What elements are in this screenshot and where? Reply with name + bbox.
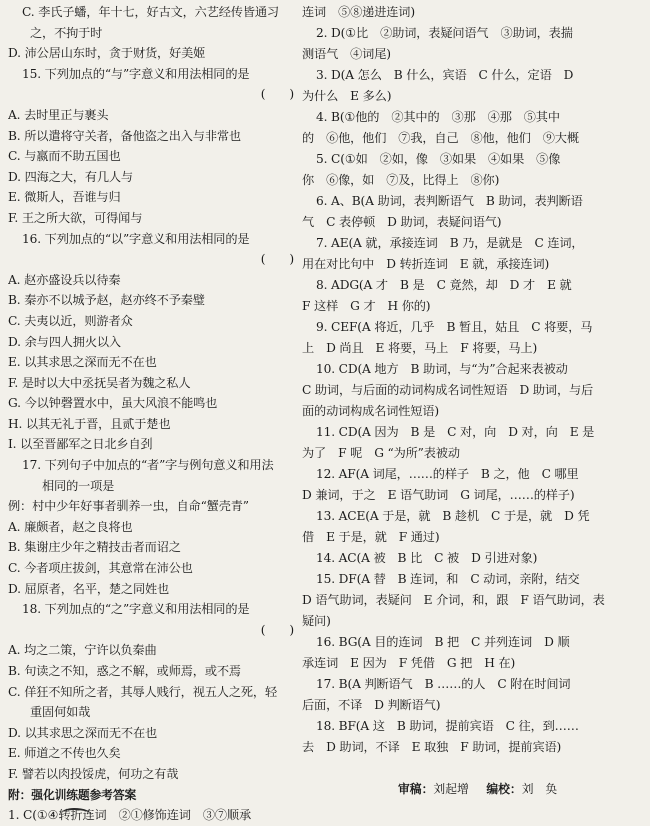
line-text: 9. CEF(A 将近，几乎 B 暂且，姑且 C 将要，马	[316, 320, 593, 334]
right-column-line	[302, 44, 646, 65]
line-text: D. 以其求思之深而无不在也	[8, 725, 158, 740]
ink-scribble	[62, 808, 92, 820]
line-text: D 语气助词，表疑问 E 介词，和，跟 F 语气助词，表	[302, 593, 605, 607]
left-column-line	[8, 682, 300, 703]
left-column-line	[8, 373, 300, 394]
line-text: B. 秦亦不以城予赵，赵亦终不予秦璧	[8, 293, 205, 308]
line-text: 相同的一项是	[42, 478, 115, 493]
right-column-line	[302, 191, 646, 212]
right-column-line	[302, 128, 646, 149]
line-text: 为了 F 呢 G “为所”表被动	[302, 446, 460, 460]
line-text: 你 ⑥像，如 ⑦及，比得上 ⑧你)	[302, 173, 500, 187]
right-column-line	[302, 359, 646, 380]
line-text: 13. ACE(A 于是，就 B 趁机 C 于是，就 D 凭	[316, 509, 590, 523]
line-text: D. 沛公居山东时，贪于财货，好美姬	[8, 46, 206, 61]
review-name: 刘起增	[433, 782, 469, 796]
line-text: B. 句读之不知，惑之不解，或师焉，或不焉	[8, 664, 241, 678]
line-text: 16. 下列加点的“以”字意义和用法相同的是	[22, 231, 250, 246]
right-column-line	[302, 464, 646, 485]
left-column-line	[8, 2, 300, 23]
right-column-line	[302, 674, 646, 695]
left-column-line	[8, 496, 300, 517]
left-column-line	[8, 43, 300, 64]
right-column-line	[302, 149, 646, 170]
right-column-line	[302, 65, 646, 86]
left-column-line	[8, 434, 300, 455]
right-column-line	[302, 86, 646, 107]
left-column-line	[8, 723, 300, 744]
left-column-line	[8, 23, 300, 44]
left-column-line	[8, 352, 300, 373]
right-column-line	[302, 527, 646, 548]
line-text: 连词 ⑤⑧递进连词)	[302, 5, 415, 19]
right-column-line	[302, 443, 646, 464]
right-column-line	[302, 569, 646, 590]
right-column	[302, 2, 646, 758]
line-text: 7. AE(A 就，承接连词 B 乃，是就是 C 连词，	[316, 236, 584, 250]
answer-bracket: ( )	[260, 622, 294, 637]
left-column-line	[8, 599, 300, 620]
right-column-line	[302, 716, 646, 737]
right-column-line	[302, 212, 646, 233]
line-text: 用在对比句中 D 转折连词 E 就，承接连词)	[302, 257, 550, 271]
left-column-line	[8, 311, 300, 332]
right-column-line	[302, 485, 646, 506]
line-text: 气 C 表停顿 D 助词，表疑问语气)	[302, 215, 502, 229]
line-text: 10. CD(A 地方 B 助词，与“为”合起来表被动	[316, 362, 568, 376]
left-column-line	[8, 640, 300, 661]
line-text: 4. B(①他的 ②其中的 ③那 ④那 ⑤其中	[316, 110, 560, 124]
left-column-line	[8, 64, 300, 85]
line-text: B. 所以遣将守关者，备他盗之出入与非常也	[8, 128, 241, 143]
left-column-line	[8, 229, 300, 250]
line-text: D. 屈原者，名平，楚之同姓也	[8, 581, 170, 596]
left-column-line	[8, 249, 300, 270]
line-text: 面的动词构成名词性短语)	[302, 404, 440, 418]
line-text: C 助词，与后面的动词构成名词性短语 D 助词，与后	[302, 383, 594, 397]
answer-bracket: ( )	[260, 252, 294, 267]
line-text: F. 王之所大欲，可得闻与	[8, 210, 143, 225]
left-column-line	[8, 290, 300, 311]
left-column-line	[8, 743, 300, 764]
left-column-line	[8, 661, 300, 682]
line-text: 14. AC(A 被 B 比 C 被 D 引进对象)	[316, 551, 538, 565]
review-label: 审稿：	[398, 782, 434, 796]
line-text: 为什么 E 多么)	[302, 89, 392, 103]
line-text: E. 微斯人，吾谁与归	[8, 190, 121, 205]
right-column-line	[302, 422, 646, 443]
right-column-line	[302, 317, 646, 338]
line-text: A. 赵亦盛设兵以待秦	[8, 272, 121, 287]
right-column-line	[302, 548, 646, 569]
line-text: 15. DF(A 替 B 连词，和 C 动词，亲附，结交	[316, 572, 580, 586]
right-column-line	[302, 107, 646, 128]
left-column-line	[8, 537, 300, 558]
right-column-line	[302, 275, 646, 296]
answer-key-heading: 附：强化训练题参考答案	[8, 787, 137, 802]
line-text: 之，不拘于时	[30, 25, 103, 40]
line-text: A. 均之二策，宁许以负秦曲	[8, 643, 157, 658]
line-text: F. 譬若以肉投馁虎，何功之有哉	[8, 766, 179, 781]
line-text: 借 E 于是，就 F 通过)	[302, 530, 440, 544]
line-text: C. 今者项庄拔剑，其意常在沛公也	[8, 561, 193, 576]
line-text: 3. D(A 怎么 B 什么，宾语 C 什么，定语 D	[316, 68, 574, 82]
line-text: I. 以至晋鄙军之日北乡自刭	[8, 437, 153, 452]
line-text: 去 D 助词，不译 E 取独 F 助词，提前宾语)	[302, 740, 562, 754]
left-column-line	[8, 620, 300, 641]
line-text: G. 今以钟磬置水中，虽大风浪不能鸣也	[8, 396, 218, 411]
line-text: B. 集谢庄少年之精技击者而诏之	[8, 540, 181, 555]
left-column-line	[8, 764, 300, 785]
line-text: 16. BG(A 目的连词 B 把 C 并列连词 D 顺	[316, 635, 570, 649]
right-column-line	[302, 653, 646, 674]
line-text: C. 李氏子蟠，年十七，好古文，六艺经传皆通习	[22, 5, 279, 19]
line-text: A. 廉颇者，赵之良将也	[8, 519, 133, 534]
right-column-line	[302, 380, 646, 401]
line-text: 17. B(A 判断语气 B ……的人 C 附在时间词	[316, 677, 571, 691]
left-column-line	[8, 558, 300, 579]
left-column-line	[8, 105, 300, 126]
line-text: D. 四海之大，有几人与	[8, 169, 133, 184]
line-text: E. 师道之不传也久矣	[8, 746, 121, 761]
line-text: 例：村中少年好事者驯养一虫，自命“蟹壳青”	[8, 499, 249, 514]
right-column-line	[302, 338, 646, 359]
left-column-line	[8, 84, 300, 105]
left-column-line	[8, 579, 300, 600]
line-text: 6. A、B(A 助词，表判断语气 B 助词，表判断语	[316, 194, 583, 208]
line-text: F 这样 G 才 H 你的)	[302, 299, 431, 313]
left-column-line	[8, 455, 300, 476]
right-column-line	[302, 695, 646, 716]
line-text: 重固何如哉	[30, 705, 91, 720]
line-text: E. 以其求思之深而无不在也	[8, 355, 157, 370]
line-text: 上 D 尚且 E 将要，马上 F 将要，马上)	[302, 341, 538, 355]
left-column	[8, 2, 300, 826]
right-column-line	[302, 401, 646, 422]
line-text: C. 夫夷以近，则游者众	[8, 313, 133, 328]
line-text: 18. BF(A 这 B 助词，提前宾语 C 往，到……	[316, 719, 579, 733]
right-column-line	[302, 590, 646, 611]
left-column-line	[8, 393, 300, 414]
proof-name: 刘 奂	[521, 782, 558, 796]
right-column-line	[302, 506, 646, 527]
right-column-line	[302, 632, 646, 653]
left-column-line	[8, 126, 300, 147]
left-column-line	[8, 332, 300, 353]
line-text: 后面，不译 D 判断语气)	[302, 698, 441, 712]
right-column-line	[302, 233, 646, 254]
line-text: D 兼词，于之 E 语气助词 G 词尾，……的样子)	[302, 488, 575, 502]
line-text: C. 佯狂不知所之者，其辱人贱行，视五人之死，轻	[8, 684, 277, 699]
left-column-line	[8, 702, 300, 723]
left-column-line	[8, 146, 300, 167]
right-column-line	[302, 170, 646, 191]
line-text: A. 去时里正与裹头	[8, 107, 109, 122]
right-column-line	[302, 254, 646, 275]
line-text: 8. ADG(A 才 B 是 C 竟然，却 D 才 E 就	[316, 278, 572, 292]
left-column-line	[8, 187, 300, 208]
right-column-line	[302, 2, 646, 23]
proof-label: 编校：	[486, 782, 522, 796]
right-column-line	[302, 737, 646, 758]
line-text: 5. C(①如 ②如，像 ③如果 ④如果 ⑤像	[316, 152, 561, 166]
line-text: 12. AF(A 词尾，……的样子 B 之，他 C 哪里	[316, 467, 579, 481]
line-text: 承连词 E 因为 F 凭借 G 把 H 在)	[302, 656, 516, 670]
line-text: 11. CD(A 因为 B 是 C 对，向 D 对，向 E 是	[316, 425, 595, 439]
left-column-line	[8, 167, 300, 188]
answer-line: 1. C(①④转折连词 ②①修饰连词 ③⑦顺承	[8, 808, 251, 823]
line-text: 18. 下列加点的“之”字意义和用法相同的是	[22, 602, 250, 617]
right-column-line	[302, 296, 646, 317]
line-text: 疑问)	[302, 614, 331, 628]
editor-credits	[398, 780, 557, 797]
line-text: D. 余与四人拥火以入	[8, 334, 121, 349]
right-column-line	[302, 611, 646, 632]
line-text: 测语气 ④词尾)	[302, 47, 391, 61]
right-column-line	[302, 23, 646, 44]
left-column-line	[8, 517, 300, 538]
line-text: F. 是时以大中丞抚吴者为魏之私人	[8, 375, 191, 390]
left-column-line	[8, 208, 300, 229]
line-text: C. 与嬴而不助五国也	[8, 149, 121, 164]
line-text: 15. 下列加点的“与”字意义和用法相同的是	[22, 66, 250, 81]
line-text: 2. D(①比 ②助词，表疑问语气 ③助词，表揣	[316, 26, 573, 40]
left-column-line	[8, 476, 300, 497]
line-text: H. 以其无礼于晋，且贰于楚也	[8, 416, 171, 431]
answer-bracket: ( )	[260, 87, 294, 102]
left-column-line	[8, 414, 300, 435]
line-text: 17. 下列句子中加点的“者”字与例句意义和用法	[22, 458, 274, 473]
line-text: 的 ⑥他，他们 ⑦我，自己 ⑧他，他们 ⑨大概	[302, 131, 579, 145]
left-column-line	[8, 270, 300, 291]
